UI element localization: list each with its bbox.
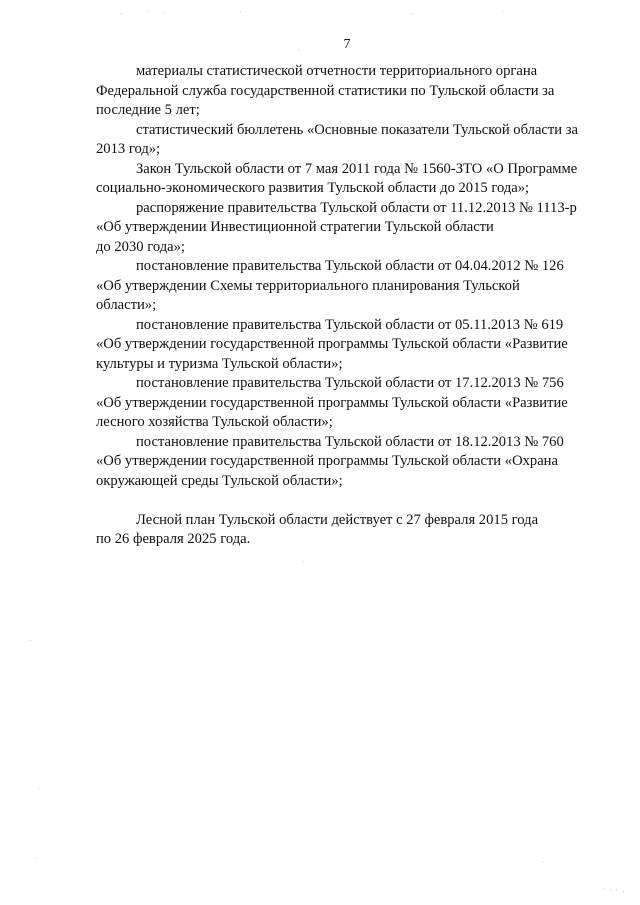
scan-speck [163,12,164,13]
paragraph-investment-strategy-order: распоряжение правительства Тульской области от 11.12.2013 № 1113-р «Об утверждении Инвестиционной стратегии Тульской области до 2030 года»; [96,199,577,255]
scan-speck [30,640,31,641]
document-body [96,62,599,550]
paragraph-statistical-bulletin: статистический бюллетень «Основные показатели Тульской области за 2013 год»; [96,121,578,157]
paragraph-culture-tourism-resolution: постановление правительства Тульской области от 05.11.2013 № 619 «Об утверждении государственной программы Тульской области «Развитие культуры и туризма Тульской области»; [96,316,568,372]
scan-speck [502,11,503,12]
scan-speck [412,13,413,14]
scan-speck [542,862,543,863]
paragraph-forest-plan-validity: Лесной план Тульской области действует с 27 февраля 2015 года по 26 февраля 2025 года. [96,511,539,547]
scan-speck [604,888,605,889]
paragraph-statistics-materials: материалы статистической отчетности территориального органа Федеральной служба государственной статистики по Тульской области за последние 5 лет; [96,63,555,118]
paragraph-environment-resolution: постановление правительства Тульской области от 18.12.2013 № 760 «Об утверждении государственной программы Тульской области «Охрана окружающей среды Тульской области»; [96,433,564,489]
paragraph-territorial-planning-resolution: постановление правительства Тульской области от 04.04.2012 № 126 «Об утверждении Схемы территориального планирования Тульской области»; [96,258,564,313]
scan-speck [610,890,611,891]
page-number: 7 [343,37,351,52]
scan-speck [38,788,39,789]
scan-speck [240,11,241,12]
scan-speck [147,11,148,12]
scan-speck [35,857,36,858]
scan-speck [298,50,299,51]
scan-speck [121,13,122,14]
scan-speck [623,891,624,892]
paragraph-regional-law: Закон Тульской области от 7 мая 2011 года № 1560-ЗТО «О Программе социально-экономического развития Тульской области до 2015 года»; [96,160,578,196]
scan-speck [616,889,617,890]
paragraph-forestry-resolution: постановление правительства Тульской области от 17.12.2013 № 756 «Об утверждении государственной программы Тульской области «Развитие лесного хозяйства Тульской области»; [96,375,568,430]
scan-speck [303,561,304,562]
